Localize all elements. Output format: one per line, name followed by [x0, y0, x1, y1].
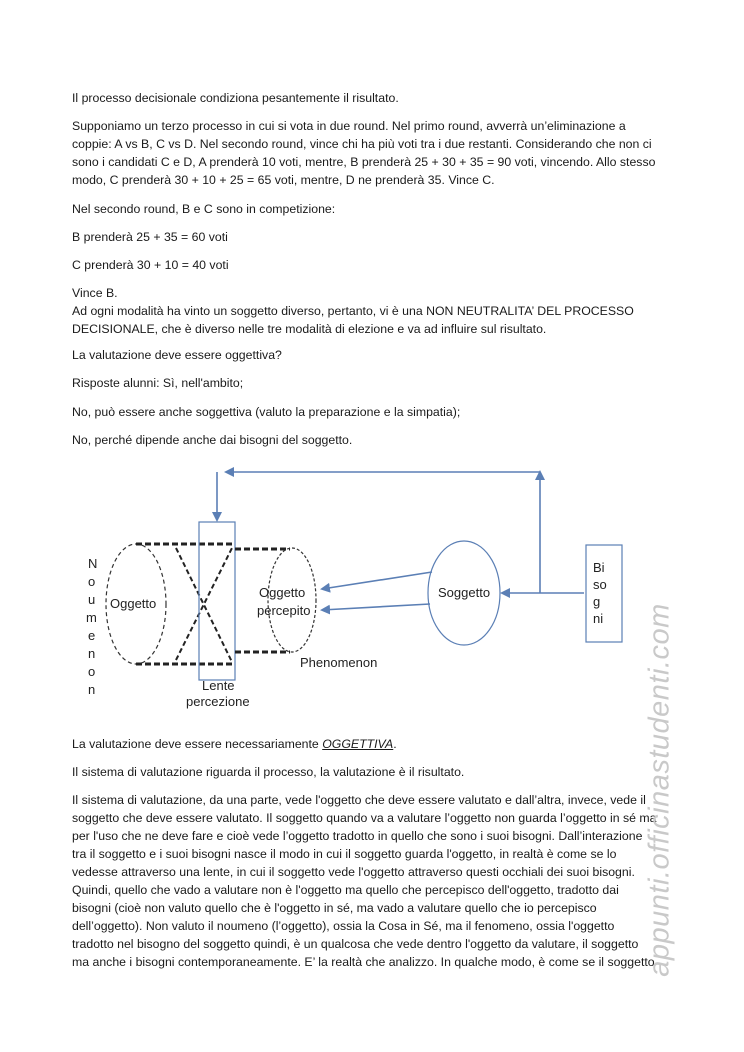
- oggetto-label: Oggetto: [110, 596, 157, 611]
- text-line: per l'uso che ne deve fare e cioè vede l’oggetto tradotto in quello che sono i suoi bisogni. Dall’interazione: [72, 829, 643, 843]
- text-line: DECISIONALE, che è diverso nelle tre modalità di elezione e va ad influire sul risultato.: [72, 322, 547, 336]
- noumenon-letter: n: [88, 646, 96, 661]
- paragraph-c-votes: C prenderà 30 + 10 = 40 voti: [72, 258, 229, 272]
- bisogni-label-part: Bi: [593, 560, 605, 575]
- watermark-text: appunti.officinastudenti.com: [643, 603, 676, 977]
- text-line: modo, C prenderà 30 + 10 + 25 = 65 voti, mentre, D ne prenderà 35. Vince C.: [72, 173, 495, 187]
- paragraph-answer-3: No, perché dipende anche dai bisogni del soggetto.: [72, 433, 353, 447]
- text-line: tra il soggetto e i suoi bisogni nasce il modo in cui il soggetto guarda l'oggetto, in realtà è come se lo: [72, 847, 617, 861]
- paragraph-intro: Il processo decisionale condiziona pesantemente il risultato.: [72, 91, 399, 105]
- perception-diagram: [0, 455, 744, 717]
- text-line: coppie: A vs B, C vs D. Nel secondo round, vince chi ha più voti tra i due restanti. Considerando che non ci: [72, 137, 652, 151]
- oggetto-percepito-label-line-2: percepito: [257, 603, 311, 618]
- text-run: La valutazione deve essere necessariamente: [72, 737, 323, 751]
- paragraph-oggettiva: [72, 735, 672, 753]
- paragraph-question: La valutazione deve essere oggettiva?: [72, 348, 282, 362]
- bisogni-label-part: ni: [593, 611, 604, 626]
- oggetto-percepito-ellipse: [268, 548, 316, 652]
- paragraph-third-process: [72, 117, 672, 189]
- text-line: bisogni (cioè non valuto quello che è l'oggetto in sé, ma vado a valutare quello che io percepisco: [72, 901, 597, 915]
- bisogni-label-part: g: [593, 594, 601, 609]
- oggetto-percepito-label-line-1: Oggetto: [259, 585, 306, 600]
- bisogni-label-part: so: [593, 577, 607, 592]
- paragraph-b-votes: B prenderà 25 + 35 = 60 voti: [72, 230, 228, 244]
- text-line: Quindi, quello che vado a valutare non è l'oggetto ma quello che percepisco dell'oggetto, tradotto dai: [72, 883, 619, 897]
- emphasis-oggettiva: OGGETTIVA: [322, 737, 394, 751]
- text-line: vedesse attraverso una lente, in cui il soggetto vede l'oggetto attraverso questi occhiali dei suoi bisogni.: [72, 865, 635, 879]
- paragraph-winner: [72, 284, 672, 338]
- noumenon-letter: N: [88, 556, 98, 571]
- paragraph-second-round: Nel secondo round, B e C sono in competizione:: [72, 202, 336, 216]
- text-line: Vince B.: [72, 286, 118, 300]
- noumenon-letter: o: [88, 574, 96, 589]
- soggetto-to-percepito-arrow: [322, 604, 430, 610]
- text-line: dell’oggetto). Non valuto il noumeno (l’oggetto), ossia la Cosa in Sé, ma il fenomeno, ossia l'oggetto: [72, 919, 615, 933]
- noumenon-label: [86, 556, 97, 697]
- lente-label-line-2: percezione: [186, 694, 250, 709]
- lente-label-line-1: Lente: [202, 678, 235, 693]
- noumenon-letter: u: [88, 592, 96, 607]
- paragraph-answer-2: No, può essere anche soggettiva (valuto la preparazione e la simpatia);: [72, 405, 461, 419]
- text-line: Ad ogni modalità ha vinto un soggetto diverso, pertanto, vi è una NON NEUTRALITA’ DEL PROCESSO: [72, 304, 634, 318]
- paragraph-answer-1: Risposte alunni: Sì, nell'ambito;: [72, 376, 244, 390]
- soggetto-label: Soggetto: [438, 585, 491, 600]
- phenomenon-label: Phenomenon: [300, 655, 378, 670]
- noumenon-letter: e: [88, 628, 96, 643]
- soggetto-to-percepito-arrow: [322, 572, 432, 589]
- text-line: ma anche i bisogni contemporaneamente. E’ la realtà che analizzo. In qualche modo, è come se il soggetto: [72, 955, 655, 969]
- text-run: .: [393, 737, 397, 751]
- paragraph-long: [72, 791, 672, 971]
- text-line: tradotto nel bisogno del soggetto quindi, è un qualcosa che vede dentro l'oggetto da valutare, il soggetto: [72, 937, 639, 951]
- noumenon-letter: m: [86, 610, 97, 625]
- watermark: [642, 540, 678, 1040]
- noumenon-letter: n: [88, 682, 96, 697]
- text-line: Il sistema di valutazione, da una parte, vede l'oggetto che deve essere valutato e dall’altra, invece, vede il: [72, 793, 646, 807]
- noumenon-letter: o: [88, 664, 96, 679]
- text-line: soggetto che deve essere valutato. Il soggetto quando va a valutare l’oggetto non guarda l’oggetto in sé ma: [72, 811, 657, 825]
- text-line: sono i candidati C e D, A prenderà 10 voti, mentre, B prenderà 25 + 30 + 35 = 90 voti, vincendo. Allo stesso: [72, 155, 656, 169]
- paragraph-sistema: Il sistema di valutazione riguarda il processo, la valutazione è il risultato.: [72, 765, 465, 779]
- text-line: Supponiamo un terzo processo in cui si vota in due round. Nel primo round, avverrà un’eliminazione a: [72, 119, 626, 133]
